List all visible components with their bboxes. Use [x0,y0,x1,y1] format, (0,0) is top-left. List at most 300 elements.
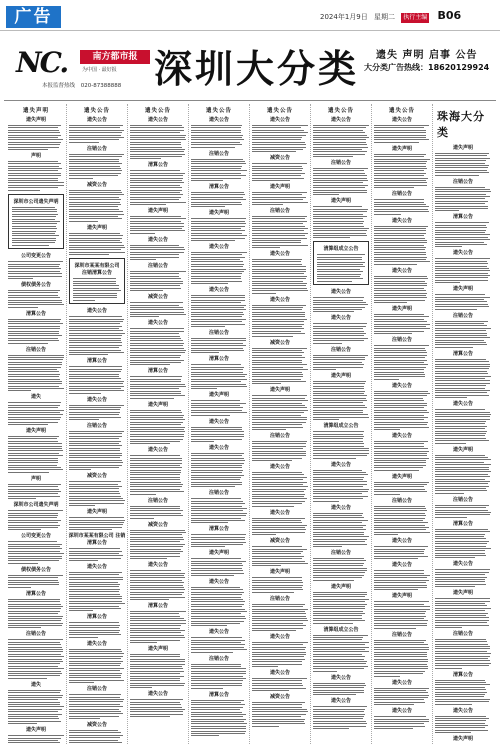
notice-title: 遗失公告 [269,117,290,123]
notice-body [252,702,308,727]
notice-title: 清算组成立公告 [323,626,359,633]
notice-title: 注销公告 [330,346,351,353]
column-7 [372,104,433,744]
notice-body [374,345,430,379]
notice-title: 遗失声明 [208,210,229,217]
notice-body [69,431,125,470]
column-head: 遗失公告 [327,108,354,114]
notice-body [252,305,308,337]
notice-title: 清算公告 [86,614,107,621]
notice-title: 清算公告 [208,356,229,363]
notice-body [191,252,247,284]
notice-title: 减资公告 [269,155,290,162]
notice-title: 遗失声明 [452,736,473,743]
notice-body [191,364,247,389]
notice-title: 注销公告 [452,496,473,503]
notice-title: 遗失 [30,681,41,688]
notice-body [8,436,64,473]
notice-title: 遗失公告 [86,308,107,315]
ad-hotline: 大分类广告热线：18620129924 [364,63,490,72]
notice-body [252,546,308,566]
notice-body [435,529,491,559]
notice-body [374,441,430,471]
notice-body [191,700,247,737]
notice-body [130,170,186,204]
notice-title: 遗失声明 [391,306,412,313]
notice-title: 遗失公告 [86,117,107,123]
notice-title: 遗失公告 [330,674,351,681]
notice-title: 遗失公告 [147,562,168,569]
notice-body [374,199,430,214]
notice-title: 注销公告 [147,497,168,504]
notice-body [8,690,64,724]
notice-title: 声明 [30,152,41,159]
notice-body [8,319,64,344]
notice-body [313,635,369,672]
notice-body [313,168,369,195]
column-head: 遗失公告 [205,108,232,114]
classified-columns [6,104,494,744]
notice-body [69,622,125,637]
column-head: 遗失公告 [388,108,415,114]
notice-body [374,482,430,495]
column-head: 遗失公告 [144,108,171,114]
masthead [4,36,496,98]
notice-title: 清算组成立公告 [323,423,359,430]
column-3 [128,104,189,744]
newspaper-logo [12,42,152,82]
notice-title: 注销公告 [208,655,229,662]
notice-body [374,640,430,677]
notice-title: 注销公告 [452,630,473,637]
hotline-label: 本报监督热线 [42,83,76,89]
notice-title: 清算公告 [208,184,229,191]
notice-title: 遗失 [30,394,41,401]
notice-title: 深圳市某某有限公司 注销清算公告 [68,533,126,547]
header-divider [0,30,500,31]
notice-body [191,400,247,415]
notice-body [313,558,369,581]
notice-title: 遗失公告 [208,418,229,425]
notice-title: 遗失声明 [86,224,107,231]
column-head: 遗失公告 [266,108,293,114]
notice-title: 遗失公告 [391,562,412,569]
notice-title: 深圳市公司遗失声明 [13,198,59,205]
notice-body [252,577,308,592]
notice-title: 清算公告 [147,162,168,169]
notice-title: 减资公告 [86,181,107,188]
notice-title: 注销公告 [391,631,412,638]
notice-title: 遗失声明 [330,198,351,205]
notice-body [374,154,430,188]
notice-title: 清算公告 [147,602,168,609]
notice-body [130,125,186,159]
notice-title: 遗失公告 [330,698,351,705]
notice-body [374,601,430,628]
notice-title: 注销公告 [452,312,473,319]
notice-title: 注销公告 [25,346,46,353]
notice-body [317,254,365,281]
notice-title: 注销公告 [147,263,168,270]
notice-body [252,518,308,536]
notice-body [69,154,125,179]
notice-title: 遗失声明 [25,117,46,123]
notice-body [313,706,369,729]
paper-name: 南方都市报 [80,50,150,64]
notice-title: 遗失公告 [147,447,168,454]
boxed-notice [313,241,369,285]
page-title: 深圳大分类 [154,47,360,91]
notice-body [8,161,64,191]
notice-body [313,431,369,458]
notice-title: 公司变更公告 [20,253,51,260]
notice-body [313,683,369,696]
notice-body [8,261,64,279]
notice-body [313,206,369,238]
notice-body [435,455,491,494]
notice-title: 公司变更公告 [20,533,51,540]
notice-title: 减资公告 [147,521,168,528]
notice-title: 清算公告 [452,671,473,678]
notice-title: 遗失声明 [391,593,412,600]
notice-body [69,649,125,683]
boxed-notice [8,194,64,250]
notice-body [73,278,121,301]
notice-title: 遗失公告 [208,117,229,123]
notice-title: 遗失声明 [452,590,473,597]
notice-body [435,716,491,734]
notice-body [191,664,247,689]
notice-body [252,395,308,429]
column-5 [250,104,311,744]
notice-body [130,271,186,291]
notice-title: 遗失公告 [208,629,229,636]
notice-title: 遗失声明 [269,569,290,576]
notice-body [130,611,186,643]
notice-body [8,639,64,678]
notice-title: 注销公告 [391,497,412,504]
notice-body [130,699,186,717]
notice-title: 遗失公告 [330,461,351,468]
notice-title: 深圳市某某有限公司 注销清算公告 [74,263,120,277]
supervision-hotline [42,81,125,89]
hotline-number: 020-87388888 [80,83,122,89]
column-head: 遗失声明 [22,108,49,114]
notice-title: 注销公告 [86,423,107,430]
notice-body [69,517,125,530]
notice-body [252,348,308,385]
notice-body [130,506,186,519]
notice-title: 注销公告 [208,330,229,337]
notice-title: 遗失公告 [147,236,168,243]
notice-title: 遗失声明 [86,509,107,516]
notice-body [435,569,491,587]
notice-title: 注销公告 [86,686,107,693]
notice-title: 遗失公告 [330,504,351,511]
notice-title: 注销公告 [269,595,290,602]
notice-title: 注销公告 [269,207,290,214]
notice-body [69,405,125,420]
notice-title: 遗失公告 [391,679,412,686]
notice-title: 遗失声明 [330,372,351,379]
notice-body [8,575,64,588]
notice-body [191,218,247,241]
notice-body [130,216,186,234]
boxed-notice [69,258,125,304]
notice-title: 遗失声明 [208,392,229,399]
notice-body [252,472,308,506]
notice-title: 注销公告 [330,550,351,557]
notice-body [191,192,247,207]
notice-title: 清算公告 [25,310,46,317]
notice-body [435,153,491,176]
notice-title: 清算公告 [452,214,473,221]
notice-title: 减资公告 [269,693,290,700]
notice-title: 遗失公告 [269,669,290,676]
notice-body [435,222,491,247]
notice-body [252,259,308,293]
notice-title: 注销公告 [330,160,351,167]
notice-title: 清算公告 [452,520,473,527]
notice-body [191,453,247,487]
notice-title: 注销公告 [269,432,290,439]
notice-title: 注销公告 [452,178,473,185]
notice-body [130,654,186,688]
notice-title: 清算公告 [208,691,229,698]
notice-body [191,558,247,576]
notice-title: 遗失声明 [391,145,412,152]
notice-body [69,548,125,561]
paper-slogan: 为中国 · 最好报 [82,67,117,73]
column-head: 遗失公告 [83,108,110,114]
notice-body [130,410,186,444]
notice-body [374,276,430,303]
column-4 [189,104,250,744]
notice-title: 遗失公告 [452,401,473,408]
notice-body [191,159,247,182]
notice-body [374,226,430,265]
notice-body [8,402,64,425]
notice-body [130,328,186,365]
notice-body [313,297,369,312]
notice-body [191,587,247,626]
issue-weekday: 星期二 [373,13,395,21]
notice-body [435,639,491,669]
notice-title: 注销公告 [86,145,107,152]
notice-title: 遗失公告 [330,315,351,322]
notice-body [8,735,64,744]
notice-body [69,366,125,393]
notice-body [374,391,430,430]
page-subtitle: 遗失 声明 启事 公告 [376,50,478,61]
notice-body [8,125,64,150]
notice-body [69,125,125,143]
notice-title: 注销公告 [208,150,229,157]
notice-title: 遗失公告 [391,538,412,545]
notice-body [435,294,491,309]
notice-body [252,678,308,691]
notice-body [252,604,308,631]
notice-title: 减资公告 [86,473,107,480]
notice-title: 遗失声明 [208,550,229,557]
notice-body [374,546,430,559]
notice-body [130,570,186,600]
notice-body [69,572,125,611]
notice-title: 清算公告 [147,368,168,375]
notice-body [8,510,64,530]
notice-body [435,598,491,628]
notice-body [252,125,308,152]
notice-body [8,599,64,629]
notice-body [435,187,491,212]
notice-body [374,506,430,536]
notice-title: 遗失公告 [330,117,351,123]
notice-body [191,637,247,652]
notice-title: 债权债务公告 [20,566,51,573]
notice-body [130,530,186,560]
notice-title: 注销公告 [208,490,229,497]
notice-body [252,216,308,248]
notice-body [191,338,247,353]
notice-body [435,359,491,398]
page-number: B06 [437,9,462,22]
notice-body [435,505,491,518]
column-head: 珠海大分类 [437,110,485,139]
notice-body [130,455,186,494]
notice-title: 遗失公告 [330,289,351,296]
notice-title: 清算公告 [208,526,229,533]
notice-title: 遗失公告 [208,579,229,586]
notice-title: 遗失公告 [452,707,473,714]
notice-title: 遗失公告 [269,509,290,516]
notice-title: 遗失声明 [452,286,473,293]
notice-title: 遗失公告 [269,634,290,641]
notice-body [374,688,430,706]
notice-body [435,258,491,283]
notice-body [374,716,430,729]
section-tab: 广告 [6,6,61,28]
notice-body [313,323,369,343]
column-8 [433,104,493,744]
page-header [0,0,500,30]
notice-title: 遗失公告 [269,296,290,303]
notice-title: 遗失公告 [269,464,290,471]
notice-title: 遗失公告 [208,444,229,451]
notice-body [130,245,186,260]
notice-title: 遗失公告 [147,117,168,123]
notice-title: 遗失声明 [269,184,290,191]
notice-title: 遗失公告 [86,640,107,647]
notice-body [374,125,430,143]
notice-title: 声明 [30,475,41,482]
notice-title: 遗失公告 [147,691,168,698]
notice-body [313,381,369,420]
notice-body [374,314,430,334]
notice-body [191,498,247,523]
notice-body [8,355,64,392]
notice-title: 遗失声明 [25,727,46,734]
notice-body [313,513,369,547]
notice-title: 遗失声明 [330,583,351,590]
notice-body [313,470,369,502]
notice-body [12,207,60,246]
notice-title: 注销公告 [391,337,412,344]
notice-title: 遗失声明 [25,427,46,434]
notice-title: 遗失公告 [208,243,229,250]
notice-title: 遗失公告 [452,250,473,257]
logo-mark: NC. [16,46,68,79]
notice-title: 减资公告 [269,538,290,545]
notice-title: 注销公告 [391,191,412,198]
notice-body [313,125,369,157]
notice-title: 遗失声明 [452,145,473,151]
notice-body [191,427,247,442]
notice-body [69,316,125,355]
masthead-divider [4,100,496,101]
notice-title: 遗失声明 [147,645,168,652]
column-2 [67,104,128,744]
notice-body [252,192,308,205]
notice-body [69,233,125,256]
notice-title: 清算公告 [25,590,46,597]
notice-title: 遗失公告 [391,217,412,224]
notice-body [191,295,247,327]
notice-title: 遗失公告 [391,432,412,439]
notice-body [313,592,369,624]
notice-title: 遗失声明 [391,473,412,480]
notice-body [252,441,308,461]
notice-title: 减资公告 [269,339,290,346]
notice-title: 减资公告 [86,722,107,729]
notice-title: 清算组成立公告 [323,246,359,253]
notice-title: 遗失公告 [208,286,229,293]
notice-body [130,302,186,317]
notice-title: 遗失声明 [147,401,168,408]
notice-title: 减资公告 [147,294,168,301]
notice-title: 遗失声明 [147,207,168,214]
notice-title: 遗失公告 [391,267,412,274]
notice-title: 遗失公告 [147,320,168,327]
notice-title: 遗失公告 [269,251,290,258]
notice-title: 深圳市公司遗失声明 [13,502,59,509]
notice-body [252,642,308,667]
dateline [320,9,500,23]
notice-body [69,481,125,506]
notice-title: 注销公告 [25,631,46,638]
notice-title: 清算公告 [452,350,473,357]
notice-title: 遗失公告 [391,708,412,715]
edition-badge: 执行主编 [403,14,428,21]
column-1 [6,104,67,744]
column-6 [311,104,372,744]
notice-body [313,355,369,370]
notice-body [252,163,308,181]
notice-body [435,321,491,348]
notice-title: 遗失公告 [391,117,412,123]
notice-body [69,190,125,222]
notice-body [435,409,491,443]
notice-body [374,570,430,590]
notice-body [435,680,491,705]
notice-title: 清算公告 [86,358,107,365]
notice-title: 债权债务公告 [20,281,51,288]
issue-date: 2024年1月9日 [320,13,368,21]
notice-body [69,730,125,744]
notice-body [8,541,64,564]
notice-body [8,290,64,308]
notice-title: 遗失公告 [452,561,473,568]
notice-body [191,125,247,148]
